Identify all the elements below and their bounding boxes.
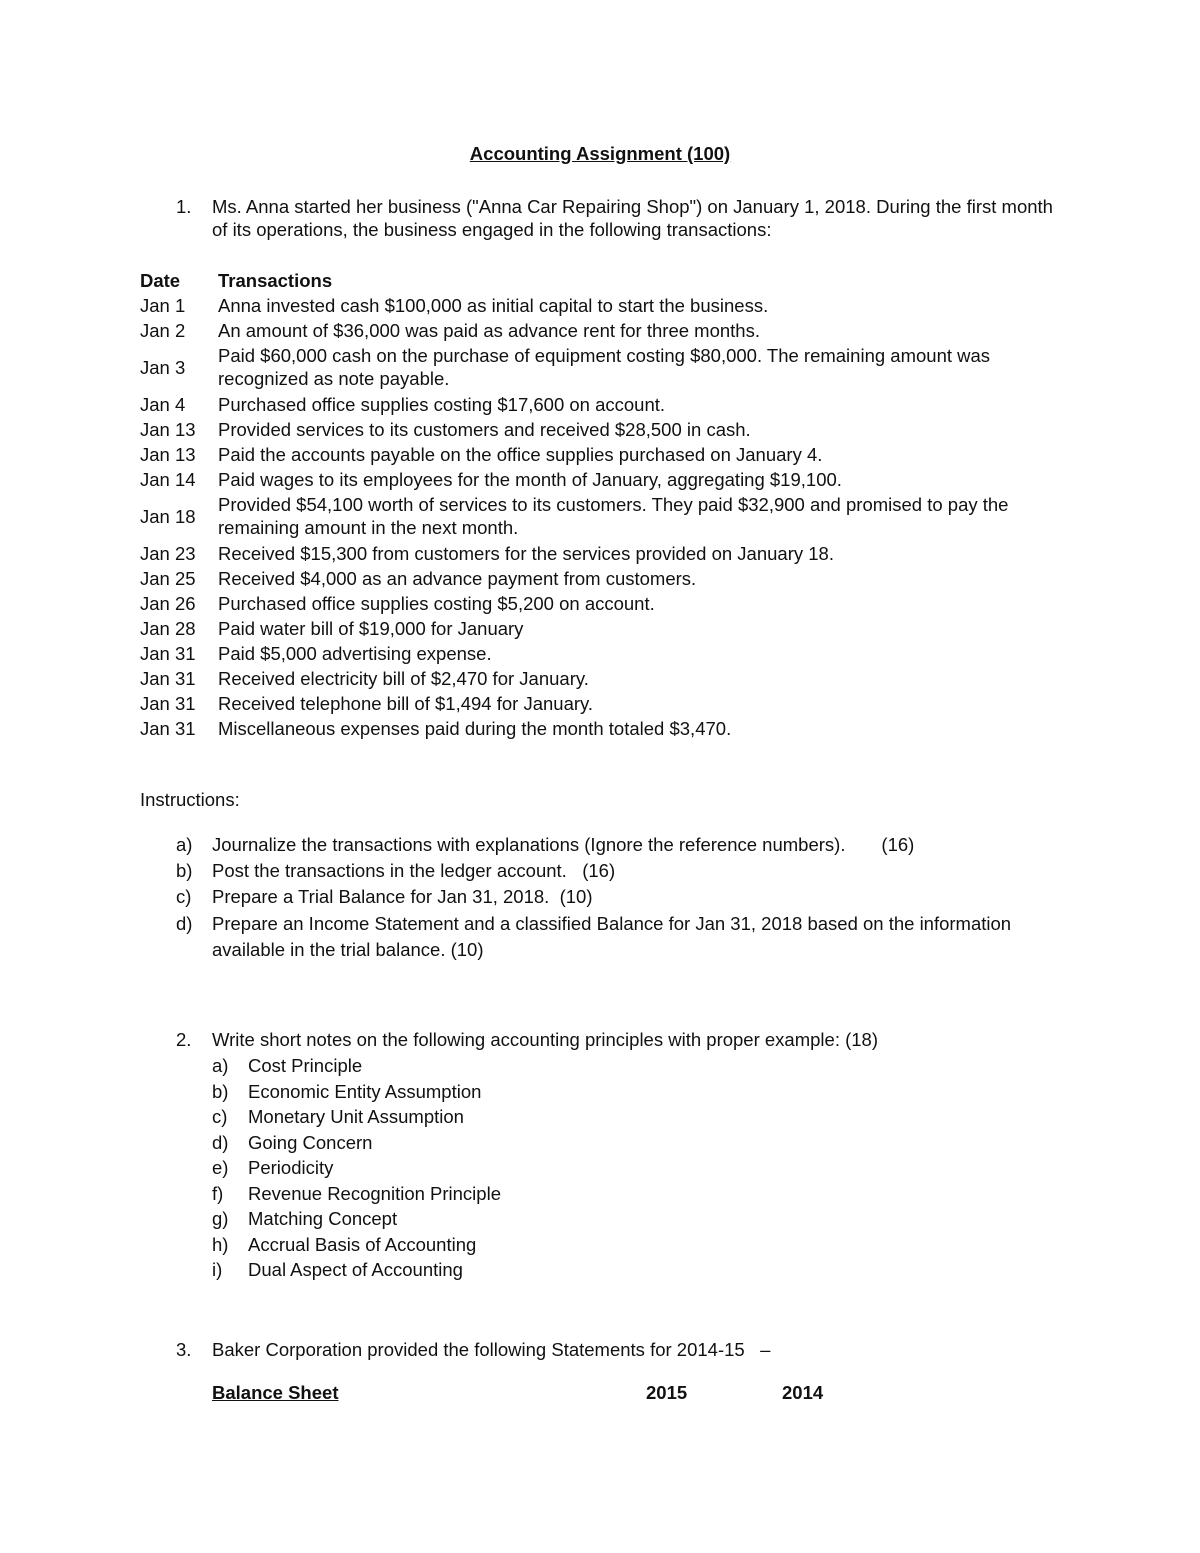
- header-date: Date: [140, 270, 181, 291]
- list-text: Going Concern: [248, 1131, 373, 1153]
- list-text: Cost Principle: [248, 1055, 363, 1076]
- row-date: Jan 3: [140, 356, 186, 378]
- list-marker: b): [212, 1080, 229, 1102]
- row-date: Jan 13: [140, 419, 196, 440]
- table-row: [140, 591, 1070, 616]
- row-description: Miscellaneous expenses paid during the month totaled $3,470.: [218, 718, 732, 739]
- table-row: [140, 442, 1070, 467]
- row-date: Jan 1: [140, 295, 186, 316]
- row-description: Paid water bill of $19,000 for January: [218, 618, 524, 639]
- question-3-line: [176, 1338, 1066, 1361]
- list-marker: c): [212, 1106, 228, 1127]
- row-date: Jan 23: [140, 542, 196, 564]
- row-description: Paid $60,000 cash on the purchase of equipment costing $80,000. The remaining amount was recognized as note payable.: [218, 345, 991, 389]
- table-row: [140, 566, 1070, 591]
- list-item: [212, 1207, 1066, 1230]
- list-marker: d): [212, 1131, 229, 1153]
- list-text: Prepare a Trial Balance for Jan 31, 2018. (10): [212, 886, 593, 907]
- question-3-text: Baker Corporation provided the following Statements for 2014-15 –: [212, 1339, 771, 1360]
- question-3: [176, 1338, 1066, 1364]
- question-3-number: 3.: [176, 1339, 192, 1360]
- table-row: [140, 293, 1070, 318]
- instructions-title: Instructions:: [140, 789, 240, 810]
- table-row: [140, 666, 1070, 691]
- row-date: Jan 2: [140, 320, 186, 341]
- row-description: Purchased office supplies costing $17,600 on account.: [218, 393, 666, 415]
- table-row: [140, 540, 1070, 566]
- page-title: Accounting Assignment (100): [469, 143, 731, 164]
- row-description: Received $4,000 as an advance payment from customers.: [218, 568, 697, 589]
- question-1-intro: Ms. Anna started her business ("Anna Car Repairing Shop") on January 1, 2018. During the first month of its operations, the business engaged in the following transactions:: [212, 196, 1053, 240]
- list-item: [212, 1233, 1066, 1256]
- table-row: [140, 467, 1070, 492]
- question-2-line: [176, 1028, 1066, 1051]
- row-description: Received electricity bill of $2,470 for January.: [218, 668, 589, 689]
- list-marker: i): [212, 1259, 223, 1280]
- list-text: Economic Entity Assumption: [248, 1080, 482, 1102]
- row-date: Jan 31: [140, 643, 196, 664]
- row-date: Jan 4: [140, 393, 186, 415]
- list-text: Revenue Recognition Principle: [248, 1182, 501, 1204]
- table-row: [140, 641, 1070, 666]
- row-date: Jan 31: [140, 668, 196, 689]
- row-date: Jan 26: [140, 593, 196, 614]
- question-2-number: 2.: [176, 1029, 192, 1050]
- instructions-list: [176, 833, 1066, 966]
- list-marker: b): [176, 860, 193, 881]
- list-marker: d): [176, 913, 193, 934]
- list-item: [176, 885, 1066, 908]
- row-description: An amount of $36,000 was paid as advance rent for three months.: [218, 320, 760, 341]
- list-item: [212, 1258, 1066, 1281]
- list-item: [212, 1080, 1066, 1103]
- list-text: Post the transactions in the ledger account. (16): [212, 860, 616, 881]
- list-item: [212, 1156, 1066, 1179]
- list-text: Monetary Unit Assumption: [248, 1106, 464, 1127]
- list-text: Dual Aspect of Accounting: [248, 1259, 463, 1280]
- row-description: Paid $5,000 advertising expense.: [218, 643, 492, 664]
- row-date: Jan 13: [140, 444, 196, 465]
- list-marker: h): [212, 1233, 229, 1255]
- row-date: Jan 28: [140, 618, 196, 639]
- row-description: Provided services to its customers and received $28,500 in cash.: [218, 419, 751, 440]
- list-item: [212, 1054, 1066, 1077]
- balance-sheet-title: Balance Sheet: [212, 1382, 339, 1403]
- list-marker: e): [212, 1157, 229, 1178]
- table-row: [140, 391, 1070, 417]
- year-2015-column: 2015: [646, 1382, 688, 1403]
- list-text: Accrual Basis of Accounting: [248, 1233, 477, 1255]
- list-item: [212, 1105, 1066, 1128]
- row-date: Jan 14: [140, 469, 196, 490]
- table-header: [140, 268, 1070, 293]
- row-description: Anna invested cash $100,000 as initial capital to start the business.: [218, 295, 769, 316]
- list-item: [176, 833, 1066, 856]
- row-description: Received telephone bill of $1,494 for January.: [218, 693, 594, 714]
- row-description: Paid wages to its employees for the month of January, aggregating $19,100.: [218, 469, 842, 490]
- list-item: [176, 911, 1066, 963]
- list-text: Prepare an Income Statement and a classified Balance for Jan 31, 2018 based on the information available in the trial balance. (10): [212, 913, 1012, 960]
- row-date: Jan 31: [140, 718, 196, 739]
- row-description: Provided $54,100 worth of services to its customers. They paid $32,900 and promised to pay the remaining amount in the next month.: [218, 494, 1009, 538]
- transactions-table: [140, 268, 1070, 741]
- row-description: Received $15,300 from customers for the services provided on January 18.: [218, 542, 834, 564]
- list-item: [212, 1182, 1066, 1205]
- list-text: Journalize the transactions with explanations (Ignore the reference numbers). (16): [212, 834, 915, 855]
- question-2-text: Write short notes on the following accounting principles with proper example: (18): [212, 1029, 878, 1050]
- list-marker: a): [176, 834, 193, 855]
- list-marker: c): [176, 886, 192, 907]
- list-marker: f): [212, 1182, 224, 1204]
- principles-list: [212, 1054, 1066, 1281]
- list-text: Periodicity: [248, 1157, 334, 1178]
- year-2014-column: 2014: [782, 1382, 824, 1403]
- row-description: Purchased office supplies costing $5,200 on account.: [218, 593, 655, 614]
- list-item: [176, 859, 1066, 882]
- list-item: [212, 1131, 1066, 1154]
- table-row: [140, 616, 1070, 641]
- question-1-number: 1.: [176, 196, 192, 217]
- table-row: [140, 318, 1070, 343]
- table-row: [140, 417, 1070, 442]
- table-row: [140, 716, 1070, 741]
- question-2: [176, 1028, 1066, 1284]
- row-description: Paid the accounts payable on the office supplies purchased on January 4.: [218, 444, 823, 465]
- table-row: [140, 492, 1070, 540]
- list-marker: a): [212, 1055, 229, 1076]
- table-row: [140, 691, 1070, 716]
- table-row: [140, 343, 1070, 391]
- row-date: Jan 18: [140, 505, 196, 527]
- row-date: Jan 31: [140, 693, 196, 714]
- header-transactions: Transactions: [218, 270, 333, 291]
- list-text: Matching Concept: [248, 1208, 398, 1229]
- list-marker: g): [212, 1208, 229, 1229]
- row-date: Jan 25: [140, 568, 196, 589]
